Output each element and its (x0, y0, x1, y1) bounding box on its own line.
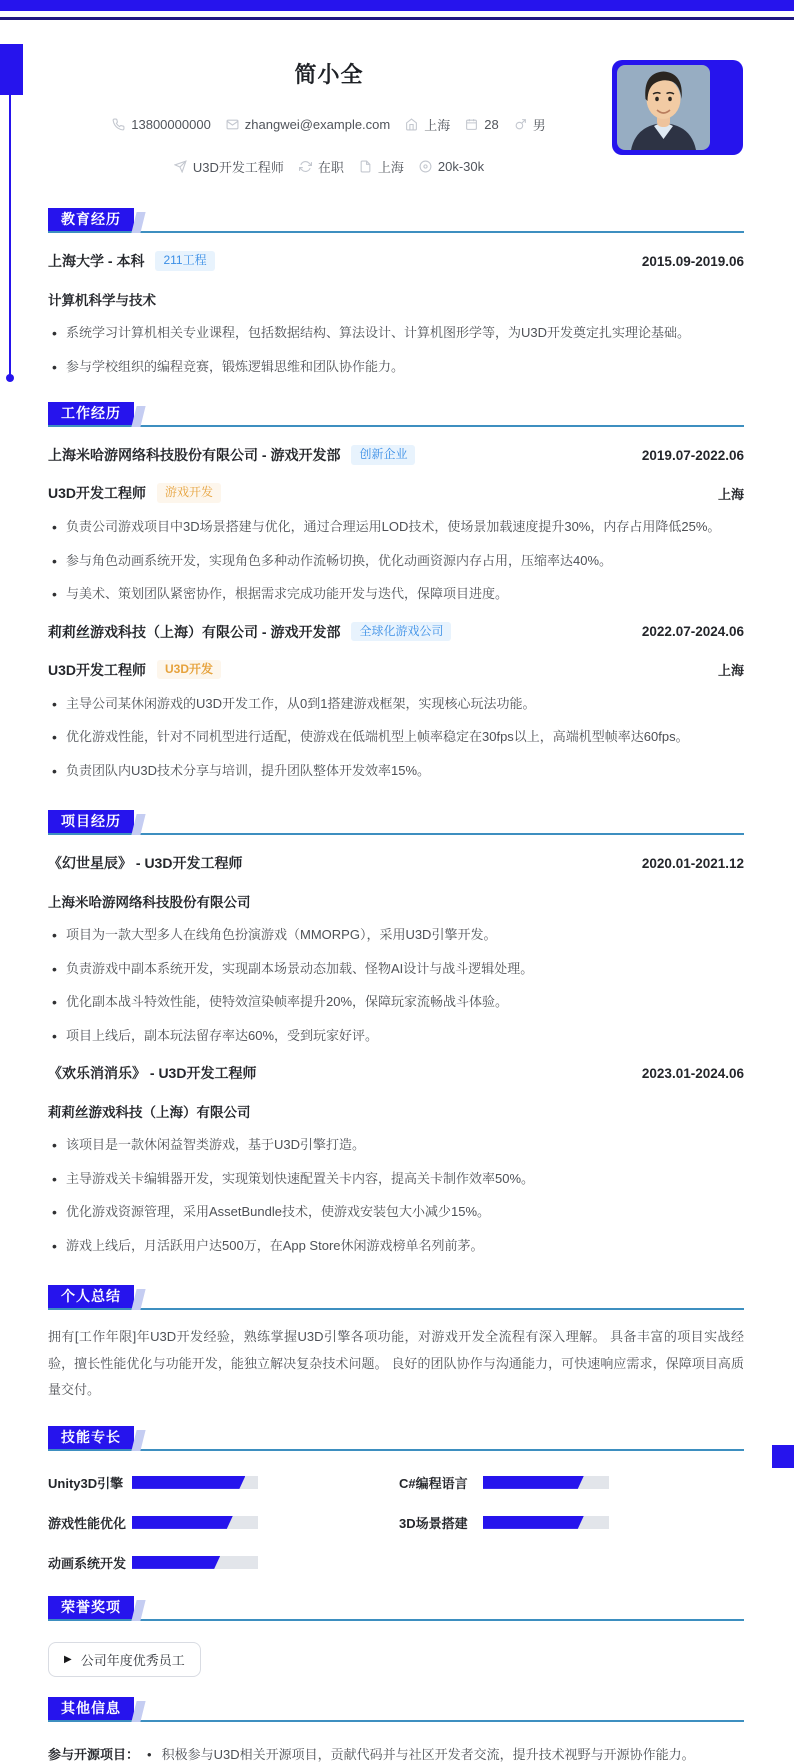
skill-unity3d (48, 1473, 350, 1492)
mail-icon (226, 118, 239, 131)
position-title: U3D开发工程师 (48, 661, 147, 678)
contact-job-status-value: 在职 (317, 160, 344, 175)
skill-bar-track (132, 1516, 258, 1529)
skill-bar-track (483, 1516, 609, 1529)
skill-bar-fill (132, 1476, 245, 1489)
project-date: 2020.01-2021.12 (641, 855, 744, 871)
contact-salary (419, 159, 484, 174)
honor-item[interactable] (48, 1642, 201, 1677)
section-work-head (48, 402, 744, 427)
bullet-item: • 游戏上线后，月活跃用户达500万，在App Store休闲游戏榜单名列前茅。 (48, 1236, 744, 1256)
section-work-title: 工作经历 (48, 402, 134, 425)
section-education-head (48, 208, 744, 233)
contact-salary-value: 20k-30k (437, 159, 485, 174)
school-name: 上海大学 - 本科 (48, 253, 145, 269)
other-info-line (48, 1744, 744, 1764)
contact-row-1 (48, 115, 610, 134)
education-major-row (48, 289, 744, 309)
skill-bar-fill (483, 1516, 584, 1529)
section-skills-head (48, 1426, 744, 1451)
candidate-photo (617, 65, 710, 150)
section-other-head (48, 1697, 744, 1722)
section-summary (48, 1285, 744, 1404)
skill-bar-fill (132, 1556, 220, 1569)
candidate-name: 简小全 (294, 62, 364, 87)
bullet-item: • 负责公司游戏项目中3D场景搭建与优化，通过合理运用LOD技术，使场景加载速度提升30%，内存占用降低25%。 (48, 517, 744, 537)
header-info (48, 40, 610, 176)
other-info-label: 参与开源项目： (48, 1746, 140, 1762)
contact-phone (112, 117, 211, 132)
education-major: 计算机科学与技术 (48, 293, 156, 308)
project-date: 2023.01-2024.06 (641, 1065, 744, 1081)
photo-panel (612, 60, 743, 155)
section-summary-title: 个人总结 (48, 1285, 134, 1308)
section-skills (48, 1426, 744, 1572)
project-bullets (48, 925, 744, 1045)
contact-job-status (299, 157, 344, 176)
bullet-item: • 主导公司某休闲游戏的U3D开发工作，从0到1搭建游戏框架，实现核心玩法功能。 (48, 694, 744, 714)
contact-city (405, 115, 450, 134)
paper-plane-icon (174, 160, 187, 173)
work-entry-2 (48, 622, 744, 781)
contact-gender-value: 男 (532, 118, 546, 133)
contact-target-position (174, 157, 284, 176)
contact-city-value: 上海 (424, 118, 451, 133)
work-position-row (48, 660, 744, 680)
bullet-item: • 参与学校组织的编程竞赛，锻炼逻辑思维和团队协作能力。 (48, 357, 744, 377)
skill-csharp (399, 1473, 744, 1492)
section-education (48, 208, 744, 376)
skill-label: 动画系统开发 (48, 1555, 127, 1571)
skill-animation (48, 1553, 350, 1572)
bullet-item: • 项目为一款大型多人在线角色扮演游戏（MMORPG），采用U3D引擎开发。 (48, 925, 744, 945)
project-name: 《幻世星辰》 - U3D开发工程师 (48, 855, 243, 871)
portrait-illustration (617, 65, 710, 150)
top-accent-bar (0, 0, 794, 11)
skill-scene (399, 1513, 744, 1532)
skill-performance (48, 1513, 350, 1532)
top-accent-line (0, 17, 794, 20)
work-bullets (48, 694, 744, 781)
resume-page (48, 40, 744, 1764)
bullet-item: • 系统学习计算机相关专业课程，包括数据结构、算法设计、计算机图形学等，为U3D开发奠定扎实理论基础。 (48, 323, 744, 343)
status-sync-icon (299, 160, 312, 173)
position-tag: U3D开发 (157, 660, 221, 679)
position-tag: 游戏开发 (157, 483, 221, 502)
contact-target-position-value: U3D开发工程师 (192, 160, 284, 175)
work-location: 上海 (717, 663, 744, 678)
project-entry-header (48, 1063, 744, 1083)
work-entry-1 (48, 445, 744, 604)
skill-bar-track (132, 1556, 258, 1569)
skill-label: 游戏性能优化 (48, 1515, 127, 1531)
left-timeline-dot (6, 374, 14, 382)
project-entry-2 (48, 1063, 744, 1255)
left-timeline-line (9, 95, 11, 376)
contact-work-city (359, 157, 404, 176)
section-honors-head (48, 1596, 744, 1621)
education-bullets (48, 323, 744, 376)
work-date: 2022.07-2024.06 (641, 624, 744, 639)
work-date: 2019.07-2022.06 (641, 447, 744, 463)
contact-email-value: zhangwei@example.com (244, 117, 391, 132)
document-icon (359, 160, 372, 173)
triangle-right-icon: ▶ (64, 1653, 72, 1665)
bullet-item: • 优化游戏资源管理，采用AssetBundle技术，使游戏安装包大小减少15%。 (48, 1202, 744, 1222)
project-name: 《欢乐消消乐》 - U3D开发工程师 (48, 1065, 257, 1081)
section-projects (48, 810, 744, 1255)
skill-label: Unity3D引擎 (48, 1475, 124, 1491)
skill-bar-track (132, 1476, 258, 1489)
gender-icon (514, 118, 527, 131)
section-projects-head (48, 810, 744, 835)
bullet-item: • 与美术、策划团队紧密协作，根据需求完成功能开发与迭代，保障项目进度。 (48, 584, 744, 604)
contact-age (465, 117, 498, 132)
resume-header (48, 40, 744, 182)
project-entry-header (48, 853, 744, 873)
work-entry-header (48, 622, 744, 642)
project-company-row (48, 891, 744, 911)
company-name: 上海米哈游网络科技股份有限公司 - 游戏开发部 (48, 447, 341, 463)
left-accent-block (0, 44, 23, 95)
company-tag: 创新企业 (351, 445, 415, 464)
contact-work-city-value: 上海 (377, 160, 404, 175)
contact-gender (514, 115, 546, 134)
project-company: 莉莉丝游戏科技（上海）有限公司 (48, 1105, 251, 1120)
bullet-item: • 优化副本战斗特效性能，使特效渲染帧率提升20%，保障玩家流畅战斗体验。 (48, 992, 744, 1012)
section-skills-title: 技能专长 (48, 1426, 134, 1449)
project-bullets (48, 1135, 744, 1255)
company-name: 莉莉丝游戏科技（上海）有限公司 - 游戏开发部 (48, 623, 341, 640)
section-summary-head (48, 1285, 744, 1310)
section-other (48, 1697, 744, 1764)
work-location: 上海 (717, 486, 744, 502)
school-tag: 211工程 (155, 251, 214, 270)
contact-row-2 (48, 157, 610, 176)
skill-label: C#编程语言 (399, 1475, 468, 1491)
contact-age-value: 28 (484, 117, 499, 132)
bullet-item: • 主导游戏关卡编辑器开发，实现策划快速配置关卡内容，提高关卡制作效率50%。 (48, 1169, 744, 1189)
project-company-row (48, 1101, 744, 1121)
contact-email (226, 117, 390, 132)
section-honors-title: 荣誉奖项 (48, 1596, 134, 1619)
skills-grid (48, 1473, 744, 1572)
age-icon (465, 118, 478, 131)
phone-icon (112, 118, 125, 131)
bullet-item: • 负责游戏中副本系统开发，实现副本场景动态加载、怪物AI设计与战斗逻辑处理。 (48, 959, 744, 979)
summary-text: 拥有[工作年限]年U3D开发经验，熟练掌握U3D引擎各项功能，对游戏开发全流程有深入理解。 具备丰富的项目实战经验，擅长性能优化与功能开发，能独立解决复杂技术问题。 良好的团队协作与沟通能力，可快速响应需求，保障项目高质量交付。 (48, 1329, 744, 1398)
other-info-text: 积极参与U3D相关开源项目，贡献代码并与社区开发者交流，提升技术视野与开源协作能力。 (161, 1746, 695, 1762)
work-position-row (48, 483, 744, 503)
bullet-item: • 参与角色动画系统开发，实现角色多种动作流畅切换，优化动画资源内存占用，压缩率达40%。 (48, 551, 744, 571)
bullet-item: • 项目上线后，副本玩法留存率达60%，受到玩家好评。 (48, 1026, 744, 1046)
salary-icon (419, 160, 432, 173)
skill-bar-fill (132, 1516, 233, 1529)
bullet-item: • 该项目是一款休闲益智类游戏，基于U3D引擎打造。 (48, 1135, 744, 1155)
position-title: U3D开发工程师 (48, 485, 147, 501)
section-work (48, 402, 744, 780)
education-date: 2015.09-2019.06 (641, 253, 744, 269)
section-honors (48, 1596, 744, 1677)
company-tag: 全球化游戏公司 (351, 622, 451, 641)
work-entry-header (48, 445, 744, 465)
skill-bar-track (483, 1476, 609, 1489)
skill-bar-fill (483, 1476, 584, 1489)
section-projects-title: 项目经历 (48, 810, 134, 833)
honor-label: 公司年度优秀员工 (80, 1652, 185, 1668)
section-education-title: 教育经历 (48, 208, 134, 231)
work-bullets (48, 517, 744, 604)
home-icon (405, 118, 418, 131)
section-other-title: 其他信息 (48, 1697, 134, 1720)
bullet-dot: • (147, 1746, 152, 1762)
bullet-item: • 优化游戏性能，针对不同机型进行适配，使游戏在低端机型上帧率稳定在30fps以上，高端机型帧率达60fps。 (48, 727, 744, 747)
project-company: 上海米哈游网络科技股份有限公司 (48, 895, 251, 910)
skill-label: 3D场景搭建 (399, 1515, 468, 1531)
bullet-item: • 负责团队内U3D技术分享与培训，提升团队整体开发效率15%。 (48, 761, 744, 781)
education-entry-header (48, 251, 744, 271)
contact-phone-value: 13800000000 (131, 117, 211, 132)
project-entry-1 (48, 853, 744, 1045)
bottom-right-accent-block (772, 1445, 794, 1468)
